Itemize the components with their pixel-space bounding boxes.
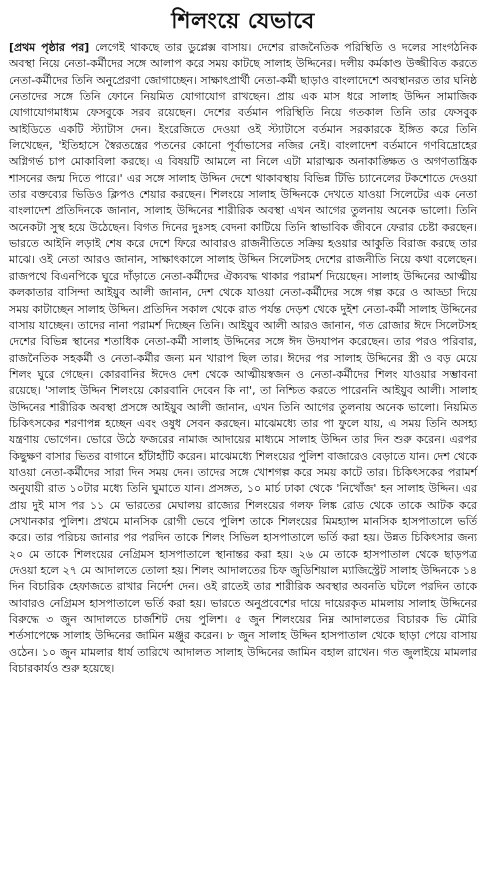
article-body bbox=[9, 40, 477, 677]
article-headline: শিলংয়ে যেভাবে bbox=[171, 8, 315, 34]
continued-from-front-page-label: [প্রথম পৃষ্ঠার পর] bbox=[9, 41, 90, 54]
article-body-text: লেগেই থাকছে তার ডুপ্লেক্স বাসায়। দেশের রাজনৈতিক পরিস্থিতি ও দলের সাংগঠনিক অবস্থা নিয়ে নেতা-কর্মীদের সঙ্গে আলাপ করে সময় কাটছে সালাহ উদ্দিনের। দলীয় কর্মকাণ্ড উজ্জীবিত করতে নেতা-কর্মীদের তিনি অনুপ্রেরণা জোগাচ্ছেন। সাক্ষাৎপ্রার্থী নেতা-কর্মী ছাড়াও বাংলাদেশে অবস্থানরত তার ঘনিষ্ঠ নেতাদের সঙ্গে তিনি ফোনে নিয়মিত যোগাযোগ রাখছেন। প্রায় এক মাস ধরে সালাহ উদ্দিন সামাজিক যোগাযোগমাধ্যম ফেসবুকে সরব রয়েছেন। দেশের বর্তমান পরিস্থিতি নিয়ে গতকাল তিনি তার ফেসবুক আইডিতে একটি স্ট্যাটাস দেন। ইংরেজিতে দেওয়া ওই স্ট্যাটাসে বর্তমান সরকারকে ইঙ্গিত করে তিনি লিখেছেন, 'ইতিহাসে স্বৈরতন্ত্রের পতনের কোনো পূর্বাভাসের নজির নেই। বাংলাদেশ বর্তমানে গণবিদ্রোহের অগ্নিগর্ভ চাপ মোকাবিলা করছে। এ বিষয়টি আমলে না নিলে এটা মারাত্মক অনাকাঙ্ক্ষিত ও অগণতান্ত্রিক শাসনের জন্ম দিতে পারে।' এর সঙ্গে সালাহ উদ্দিন দেশে থাকাবস্থায় বিভিন্ন টিভি চ্যানেলের টকশোতে দেওয়া তার বক্তব্যের ভিডিও ক্লিপও শেয়ার করছেন। শিলংয়ে সালাহ উদ্দিনকে দেখতে যাওয়া সিলেটের এক নেতা বাংলাদেশ প্রতিদিনকে জানান, সালাহ উদ্দিনের শারীরিক অবস্থা এখন আগের তুলনায় অনেক ভালো। তিনি অনেকটা সুস্থ হয়ে উঠেছেন। বিগত দিনের দুঃসহ বেদনা কাটিয়ে তিনি স্বাভাবিক জীবনে ফেরার চেষ্টা করছেন। ভারতে আইনি লড়াই শেষ করে দেশে ফিরে আবারও রাজনীতিতে সক্রিয় হওয়ার আকুতি বিরাজ করছে তার মাঝে। ওই নেতা আরও জানান, সাক্ষাৎকালে সালাহ উদ্দিন সিলেটসহ দেশের রাজনীতি নিয়ে কথা বলেছেন। রাজপথে বিএনপিকে ঘুরে দাঁড়াতে নেতা-কর্মীদের ঐক্যবদ্ধ থাকার পরামর্শ দিয়েছেন। সালাহ উদ্দিনের আত্মীয় কলকাতার বাসিন্দা আইয়ুব আলী জানান, দেশ থেকে যাওয়া নেতা-কর্মীদের সঙ্গে গল্প করে ও আড্ডা দিয়ে সময় কাটাচ্ছেন সালাহ উদ্দিন। প্রতিদিন সকাল থেকে রাত পর্যন্ত দেড়শ থেকে দুইশ নেতা-কর্মী সালাহ উদ্দিনের বাসায় যাচ্ছেন। তাদের নানা পরামর্শ দিচ্ছেন তিনি। আইয়ুব আলী আরও জানান, গত রোজার ঈদে সিলেটসহ দেশের বিভিন্ন স্থানের শতাধিক নেতা-কর্মী সালাহ উদ্দিনের সঙ্গে ঈদ উদযাপন করেছেন। তার পরও পরিবার, রাজনৈতিক সহকর্মী ও নেতা-কর্মীর জন্য মন খারাপ ছিল তার। ঈদের পর সালাহ উদ্দিনের স্ত্রী ও বড় মেয়ে শিলং ঘুরে গেছেন। কোরবানির ঈদেও দেশ থেকে আত্মীয়স্বজন ও নেতা-কর্মীদের শিলং যাওয়ার সম্ভাবনা রয়েছে। 'সালাহ উদ্দিন শিলংয়ে কোরবানি দেবেন কি না', তা নিশ্চিত করতে পারেননি আইয়ুব আলী। সালাহ উদ্দিনের শারীরিক অবস্থা প্রসঙ্গে আইয়ুব আলী জানান, এখন তিনি আগের তুলনায় অনেক ভালো। নিয়মিত চিকিৎসকের শরণাপন্ন হচ্ছেন এবং ওষুধ সেবন করছেন। মাঝেমধ্যে তার পা ফুলে যায়, এ সময় তিনি অসহ্য যন্ত্রণায় ভোগেন। ভোরে উঠে ফজরের নামাজ আদায়ের মাধ্যমে সালাহ উদ্দিন তার দিন শুরু করেন। এরপর কিছুক্ষণ বাসার ভিতর বাগানে হাঁটাহাঁটি করেন। মাঝেমধ্যে শিলংয়ের পুলিশ বাজারেও বেড়াতে যান। দেশ থেকে যাওয়া নেতা-কর্মীদের সারা দিন সময় দেন। তাদের সঙ্গে খোশগল্প করে সময় কাটে তার। চিকিৎসকের পরামর্শ অনুযায়ী রাত ১০টার মধ্যে তিনি ঘুমাতে যান। প্রসঙ্গত, ১০ মার্চ ঢাকা থেকে 'নিখোঁজ' হন সালাহ উদ্দিন। এর প্রায় দুই মাস পর ১১ মে ভারতের মেঘালয় রাজ্যের শিলংয়ের গলফ লিঙ্ক রোড থেকে তাকে আটক করে সেখানকার পুলিশ। প্রথমে মানসিক রোগী ভেবে পুলিশ তাকে শিলংয়ের মিমহ্যান্স মানসিক হাসপাতালে ভর্তি করে। তার পরিচয় জানার পর পরদিন তাকে শিলং সিভিল হাসপাতালে ভর্তি করা হয়। উন্নত চিকিৎসার জন্য ২০ মে তাকে শিলংয়ের নেগ্রিমস হাসপাতালে স্থানান্তর করা হয়। ২৬ মে তাকে হাসপাতাল থেকে ছাড়পত্র দেওয়া হলে ২৭ মে আদালতে তোলা হয়। শিলং আদালতের চিফ জুডিশিয়াল ম্যাজিস্ট্রেট সালাহ উদ্দিনকে ১৪ দিন বিচারিক হেফাজতে রাখার নির্দেশ দেন। ওই রাতেই তার শারীরিক অবস্থার অবনতি ঘটলে পরদিন তাকে আবারও নেগ্রিমস হাসপাতালে ভর্তি করা হয়। ভারতে অনুপ্রবেশের দায়ে দায়েরকৃত মামলায় সালাহ উদ্দিনের বিরুদ্ধে ৩ জুন আদালতে চার্জশিট দেয় পুলিশ। ৫ জুন শিলংয়ের নিম্ন আদালতের বিচারক ভি মৌরি শর্তসাপেক্ষে সালাহ উদ্দিনের জামিন মঞ্জুর করেন। ৮ জুন সালাহ উদ্দিন হাসপাতাল থেকে ছাড়া পেয়ে বাসায় ওঠেন। ১০ জুন মামলার ধার্য তারিখে আদালত সালাহ উদ্দিনের জামিন বহাল রাখেন। গত জুলাইয়ে মামলার বিচারকার্যও শুরু হয়েছে। bbox=[9, 41, 477, 676]
